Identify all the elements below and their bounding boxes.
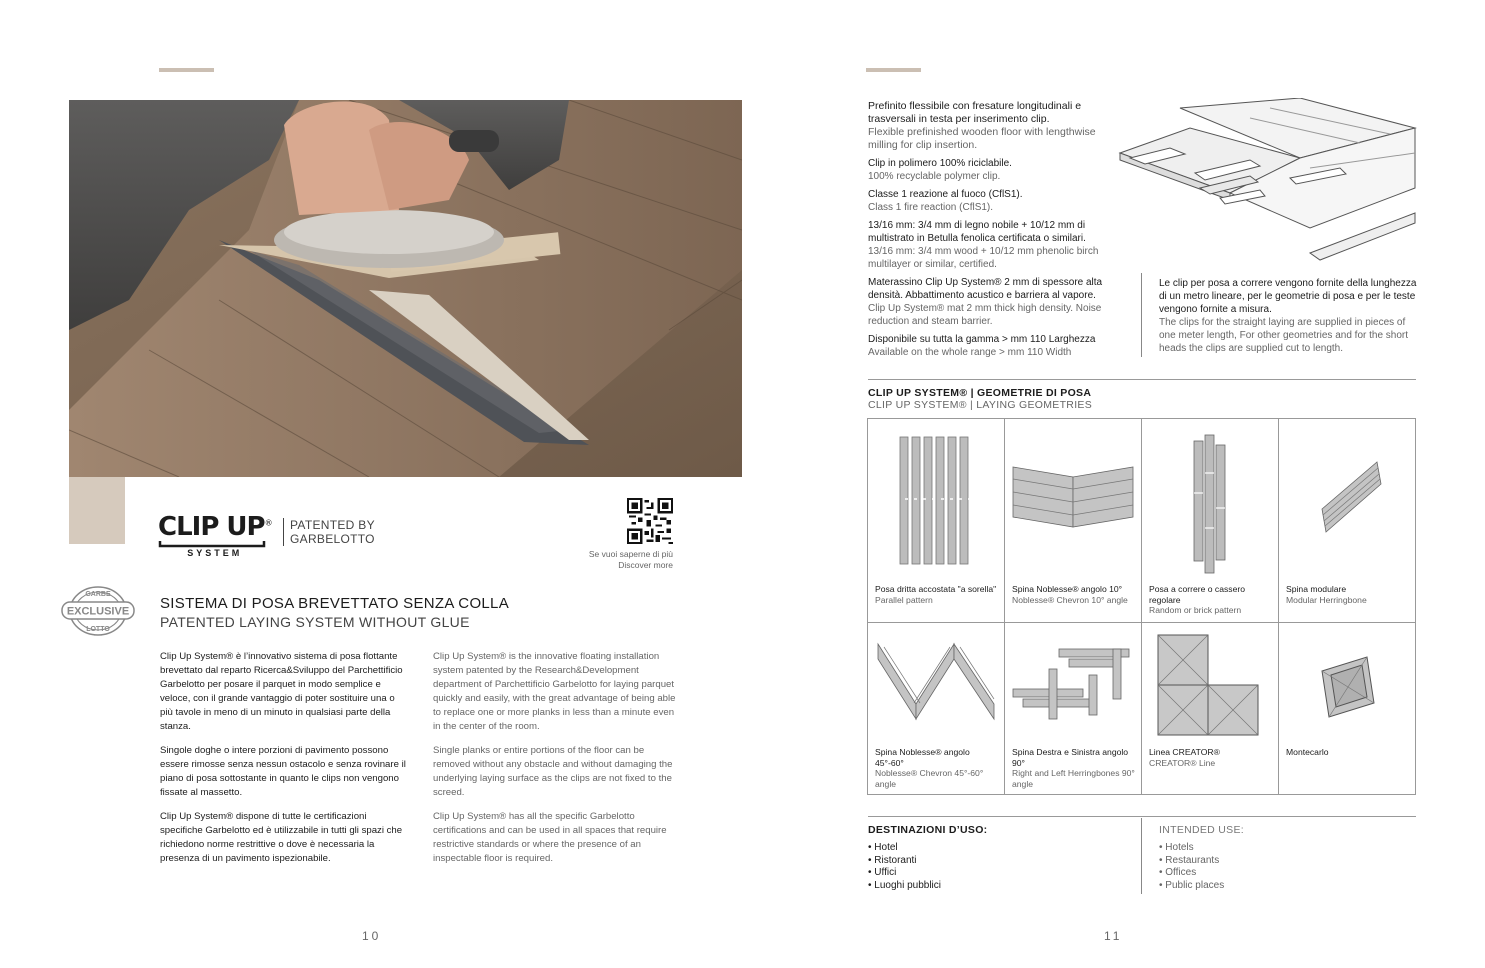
exclusive-badge	[60, 585, 136, 637]
geometry-modular-herringbone: Spina modulare Modular Herringbone	[1279, 419, 1416, 622]
body-english	[433, 650, 683, 876]
destinations-italian: DESTINAZIONI D’USO: • Hotel • Ristoranti • Uffici • Luoghi pubblici	[868, 824, 987, 893]
title-english: PATENTED LAYING SYSTEM WITHOUT GLUE	[160, 614, 470, 630]
clip-assembly-drawing	[1110, 98, 1420, 268]
destinations-list	[868, 842, 987, 893]
geometry-creator-line: Linea CREATOR® CREATOR® Line	[1142, 623, 1279, 794]
geometry-parallel: Posa dritta accostata "a sorella" Parallel pattern	[868, 419, 1005, 622]
patented-by: PATENTED BY GARBELOTTO	[283, 518, 375, 546]
spec-item: 13/16 mm: 3/4 mm di legno nobile + 10/12 mm di multistrato in Betulla fenolica certificata o similari. 13/16 mm: 3/4 mm wood + 10/12 mm phenolic birch multilayer or similar, certified.	[868, 220, 1099, 270]
destinations-list	[1159, 842, 1244, 893]
destinations-english: INTENDED USE: • Hotels • Restaurants • Offices • Public places	[1159, 824, 1244, 893]
badge-top-text: GARBE	[85, 591, 111, 598]
installation-photo	[69, 100, 742, 477]
divider	[868, 816, 1416, 817]
spec-item: Disponibile su tutta la gamma > mm 110 Larghezza Available on the whole range > mm 110 Width	[868, 334, 1096, 358]
paragraph: Single planks or entire portions of the floor can be removed without any obstacle and without damaging the underlying laying surface as the clips are not fixed to the screed.	[433, 745, 673, 798]
badge-center-text: EXCLUSIVE	[66, 605, 130, 618]
spec-item: Materassino Clip Up System® 2 mm di spessore alta densità. Abbattimento acustico e barriera al vapore. Clip Up System® mat 2 mm thick high density. Noise reduction and steam barrier.	[868, 277, 1103, 327]
paragraph: Clip Up System® dispone di tutte le certificazioni specifiche Garbelotto ed è utilizzabile in tutti gli spazi che richiedono norme restrittive o dove è necessaria la presenza di un pavimento ispezionabile.	[160, 811, 403, 864]
chevron-10-icon	[1011, 459, 1137, 534]
list-item: • Offices	[1159, 867, 1244, 880]
spec-item: Prefinito flessibile con fresature longitudinali e trasversali in testa per inserimento clip. Flexible prefinished wooden floor with lengthwise milling for clip insertion.	[868, 100, 1096, 151]
list-item: • Luoghi pubblici	[868, 880, 987, 893]
divider	[1141, 818, 1142, 894]
paragraph: Singole doghe o intere porzioni di pavimento possono essere rimosse senza nessun ostacolo e senza rovinare il piano di posa sottostante in quanto le clips non vengono fissate al massetto.	[160, 745, 406, 798]
modular-herringbone-icon	[1317, 454, 1387, 544]
page-number-left: 10	[362, 929, 382, 943]
paragraph: Clip Up System® is the innovative floating installation system patented by the Research&Development department of Parchettificio Garbelotto for laying parquet quickly and easily, with the great advantage of being able to replace one or more planks in less than a minute even in the center of the room.	[433, 651, 676, 732]
spec-list	[868, 100, 1113, 364]
geometries-heading: CLIP UP SYSTEM® | GEOMETRIE DI POSA CLIP UP SYSTEM® | LAYING GEOMETRIES	[868, 387, 1093, 411]
list-item: • Ristoranti	[868, 855, 987, 868]
body-italian	[160, 650, 410, 876]
parallel-pattern-icon	[896, 433, 976, 568]
list-item: • Hotels	[1159, 842, 1244, 855]
divider	[1141, 273, 1142, 357]
brick-pattern-icon	[1190, 433, 1230, 578]
beige-accent-block	[69, 477, 125, 544]
logo-subtitle: SYSTEM	[187, 548, 243, 558]
herringbone-90-icon	[1009, 645, 1137, 725]
list-item: • Uffici	[868, 867, 987, 880]
right-accent-bar	[866, 68, 921, 72]
list-item: • Restaurants	[1159, 855, 1244, 868]
geometries-grid	[867, 418, 1416, 795]
spec-item: Clip in polimero 100% riciclabile. 100% recyclable polymer clip.	[868, 158, 1012, 182]
paragraph: Clip Up System® has all the specific Garbelotto certifications and can be used in all spaces that require restrictive standards or where the presence of an inspectable floor is required.	[433, 811, 667, 864]
title-italian: SISTEMA DI POSA BREVETTATO SENZA COLLA	[160, 595, 509, 612]
paragraph: Clip Up System® è l’innovativo sistema di posa flottante brevettato dal reparto Ricerca&Sviluppo del Parchettificio Garbelotto per posare il parquet in modo semplice e veloce, con il grande vantaggio di poter sostituire una o più tavole in meno di un minuto in qualsiasi parte della stanza.	[160, 651, 403, 732]
geometry-random-brick: Posa a correre o cassero regolare Random or brick pattern	[1142, 419, 1279, 622]
clip-up-logo: CLIP UP® SYSTEM	[158, 512, 272, 558]
montecarlo-icon	[1317, 653, 1379, 723]
list-item: • Public places	[1159, 880, 1244, 893]
geometry-right-left-herringbone: Spina Destra e Sinistra angolo 90° Right and Left Herringbones 90° angle	[1005, 623, 1142, 794]
divider	[868, 379, 1416, 380]
geometry-noblesse-45-60: Spina Noblesse® angolo 45°-60° Noblesse® Chevron 45°-60° angle	[868, 623, 1005, 794]
geometry-montecarlo: Montecarlo	[1279, 623, 1416, 794]
left-accent-bar	[159, 68, 214, 72]
list-item: • Hotel	[868, 842, 987, 855]
qr-code[interactable]	[627, 498, 673, 544]
chevron-45-60-icon	[876, 639, 998, 724]
badge-bottom-text: LOTTO	[86, 626, 110, 633]
page-number-right: 11	[1104, 929, 1123, 943]
qr-caption: Se vuoi saperne di più Discover more	[588, 549, 673, 570]
clip-note: Le clip per posa a correre vengono fornite della lunghezza di un metro lineare, per le geometrie di posa e per le teste vengono fornite a misura. The clips for the straight laying are supplied in pieces of one meter length, For other geometries and for the short heads the clips are supplied cut to length.	[1159, 278, 1417, 354]
geometry-noblesse-10: Spina Noblesse® angolo 10° Noblesse® Chevron 10° angle	[1005, 419, 1142, 622]
spec-item: Classe 1 reazione al fuoco (CflS1). Class 1 fire reaction (CflS1).	[868, 189, 1023, 213]
creator-line-icon	[1156, 633, 1266, 743]
